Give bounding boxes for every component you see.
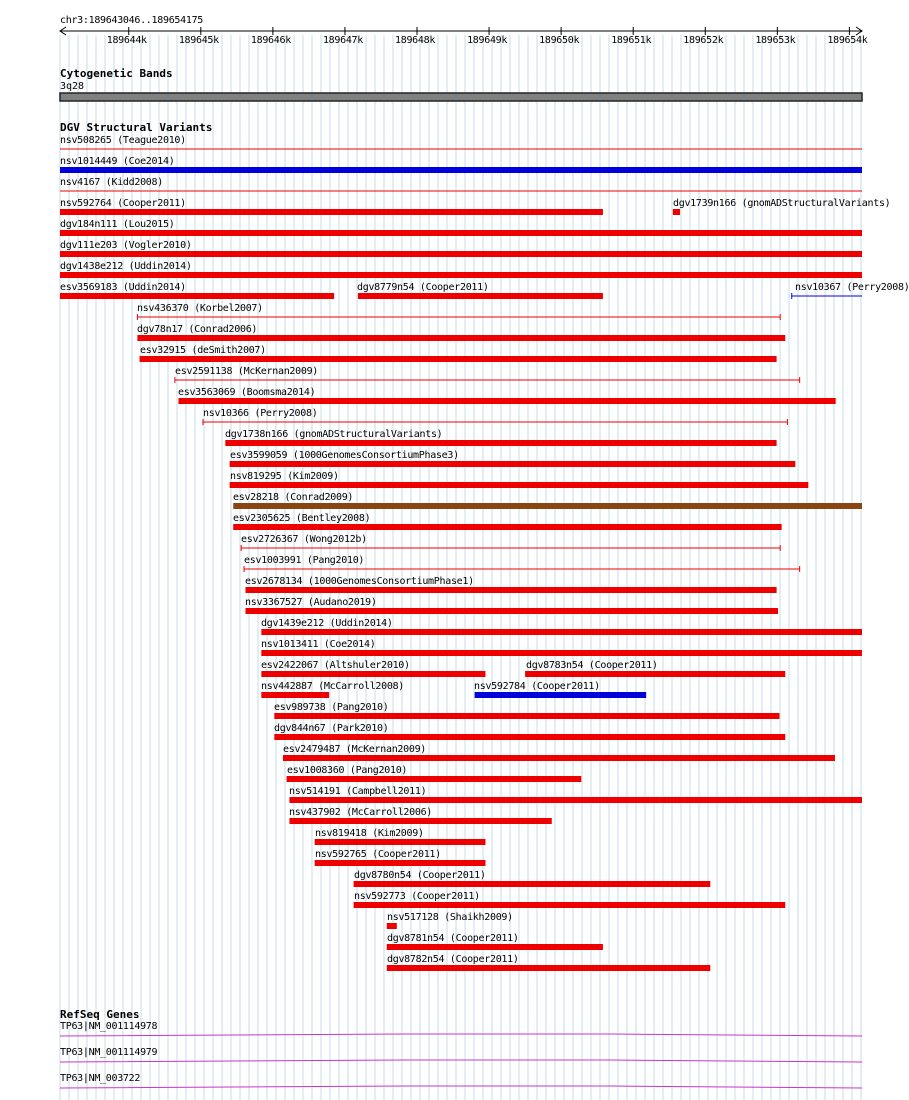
variant-label[interactable]: nsv4167 (Kidd2008) — [60, 177, 163, 188]
variant-label[interactable]: esv2422067 (Altshuler2010) — [261, 660, 410, 671]
region-label: chr3:189643046..189654175 — [60, 15, 204, 26]
variant-label[interactable]: nsv592765 (Cooper2011) — [315, 849, 441, 860]
variant-label[interactable]: nsv436370 (Korbel2007) — [137, 303, 263, 314]
variant-label[interactable]: esv2305625 (Bentley2008) — [233, 513, 371, 524]
variant-label[interactable]: esv28218 (Conrad2009) — [233, 492, 354, 503]
dgv-track-title[interactable]: DGV Structural Variants — [60, 121, 213, 134]
variant-label[interactable]: esv3569183 (Uddin2014) — [60, 282, 186, 293]
variant-label[interactable]: dgv8781n54 (Cooper2011) — [387, 933, 519, 944]
variant-label[interactable]: nsv592784 (Cooper2011) — [474, 681, 600, 692]
variant-label[interactable]: dgv1438e212 (Uddin2014) — [60, 261, 192, 272]
ruler-tick-label: 189650k — [539, 35, 580, 46]
variant-label[interactable]: nsv819418 (Kim2009) — [315, 828, 424, 839]
variant-label[interactable]: nsv3367527 (Audano2019) — [245, 597, 377, 608]
gene-label[interactable]: TP63|NM_003722 — [60, 1073, 141, 1084]
variant-label[interactable]: esv3563069 (Boomsma2014) — [178, 387, 316, 398]
variant-label[interactable]: nsv442887 (McCarroll2008) — [261, 681, 405, 692]
variant-label[interactable]: nsv10366 (Perry2008) — [203, 408, 318, 419]
variant-label[interactable]: nsv514191 (Campbell2011) — [289, 786, 427, 797]
variant-label[interactable]: esv1008360 (Pang2010) — [287, 765, 408, 776]
ruler-tick-label: 189648k — [395, 35, 436, 46]
variant-label[interactable]: nsv437902 (McCarroll2006) — [289, 807, 433, 818]
ruler-tick-label: 189654k — [827, 35, 868, 46]
variant-label[interactable]: nsv819295 (Kim2009) — [230, 471, 339, 482]
variant-label[interactable]: esv3599059 (1000GenomesConsortiumPhase3) — [230, 450, 459, 461]
gene-transcript[interactable] — [60, 1060, 862, 1062]
variant-label[interactable]: nsv508265 (Teague2010) — [60, 135, 186, 146]
variant-label[interactable]: nsv1014449 (Coe2014) — [60, 156, 175, 167]
variant-label[interactable]: esv2726367 (Wong2012b) — [241, 534, 367, 545]
refseq-track-title[interactable]: RefSeq Genes — [60, 1008, 140, 1021]
gene-label[interactable]: TP63|NM_001114978 — [60, 1021, 158, 1032]
variant-label[interactable]: dgv8779n54 (Cooper2011) — [357, 282, 489, 293]
variant-label[interactable]: dgv844n67 (Park2010) — [274, 723, 389, 734]
variant-label[interactable]: dgv184n111 (Lou2015) — [60, 219, 175, 230]
variant-label[interactable]: esv32915 (deSmith2007) — [140, 345, 266, 356]
ruler-tick-label: 189647k — [322, 35, 363, 46]
variant-label[interactable]: dgv78n17 (Conrad2006) — [137, 324, 258, 335]
variant-label[interactable]: esv2479487 (McKernan2009) — [283, 744, 427, 755]
ruler-tick-label: 189651k — [611, 35, 652, 46]
gene-transcript[interactable] — [60, 1034, 862, 1036]
variant-label[interactable]: esv989738 (Pang2010) — [274, 702, 389, 713]
ruler-tick-label: 189644k — [106, 35, 147, 46]
variant-label[interactable]: dgv8780n54 (Cooper2011) — [354, 870, 486, 881]
ruler-tick-label: 189645k — [178, 35, 219, 46]
cytoband-name: 3q28 — [60, 81, 85, 92]
variant-label[interactable]: nsv517128 (Shaikh2009) — [387, 912, 513, 923]
variant-label[interactable]: dgv111e203 (Vogler2010) — [60, 240, 192, 251]
variant-label[interactable]: esv1003991 (Pang2010) — [244, 555, 365, 566]
variant-label[interactable]: dgv1439e212 (Uddin2014) — [261, 618, 393, 629]
variant-label[interactable]: dgv8783n54 (Cooper2011) — [526, 660, 658, 671]
variant-label[interactable]: dgv1739n166 (gnomADStructuralVariants) — [673, 198, 891, 209]
variant-label[interactable]: dgv8782n54 (Cooper2011) — [387, 954, 519, 965]
variant-label[interactable]: esv2678134 (1000GenomesConsortiumPhase1) — [245, 576, 474, 587]
ruler-tick-label: 189653k — [755, 35, 796, 46]
variant-label[interactable]: nsv592764 (Cooper2011) — [60, 198, 186, 209]
variant-label[interactable]: esv2591138 (McKernan2009) — [175, 366, 319, 377]
variant-label[interactable]: dgv1738n166 (gnomADStructuralVariants) — [225, 429, 443, 440]
ruler-tick-label: 189649k — [467, 35, 508, 46]
variant-label[interactable]: nsv592773 (Cooper2011) — [354, 891, 480, 902]
variant-label[interactable]: nsv1013411 (Coe2014) — [261, 639, 376, 650]
gene-label[interactable]: TP63|NM_001114979 — [60, 1047, 158, 1058]
cytoband-track-title[interactable]: Cytogenetic Bands — [60, 67, 173, 80]
gene-transcript[interactable] — [60, 1086, 862, 1088]
ruler-tick-label: 189646k — [250, 35, 291, 46]
ruler-tick-label: 189652k — [683, 35, 724, 46]
variant-label[interactable]: nsv10367 (Perry2008) — [795, 282, 909, 293]
